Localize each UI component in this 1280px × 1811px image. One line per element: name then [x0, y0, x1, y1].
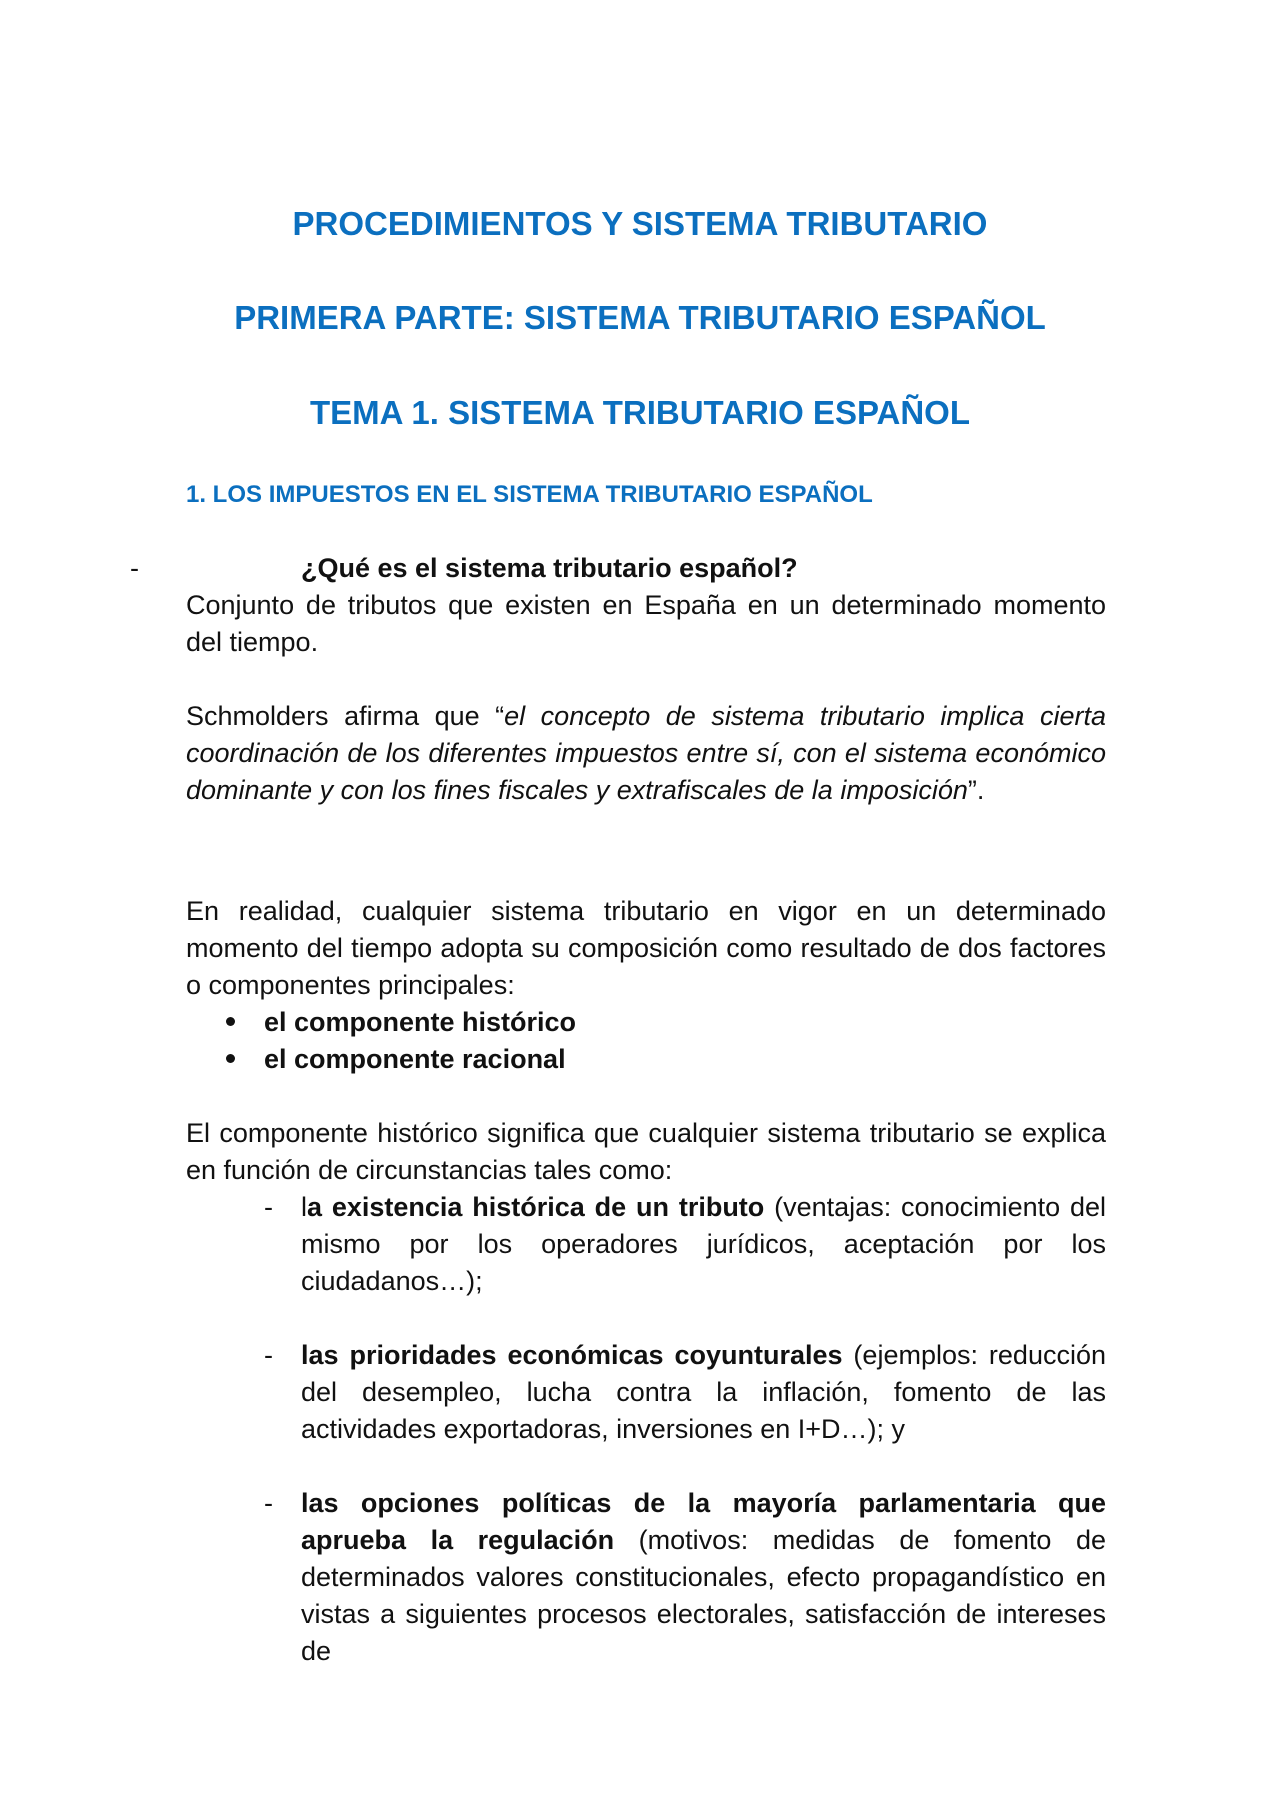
dash-marker: -: [264, 1192, 273, 1222]
circumstance-bold: las prioridades económicas coyunturales: [301, 1340, 843, 1370]
definition-paragraph: [186, 587, 1106, 661]
part-title: PRIMERA PARTE: SISTEMA TRIBUTARIO ESPAÑOL: [234, 299, 1046, 336]
quote-paragraph: [186, 698, 1106, 809]
list-item: [264, 1189, 1106, 1300]
circumstance-rest: (motivos: medidas de fomento de determinados valores constitucionales, efecto propagandístico en vistas a siguientes procesos electorales, satisfacción de intereses de: [301, 1525, 1107, 1666]
list-item: [186, 1041, 576, 1078]
dash-marker: -: [264, 1488, 273, 1518]
historic-intro-text: El componente histórico significa que cualquier sistema tributario se explica en función de circunstancias tales como:: [186, 1118, 1106, 1185]
component-label: el componente racional: [264, 1044, 566, 1074]
circumstance-bold: las opciones políticas de la mayoría parlamentaria que aprueba la regulación: [301, 1488, 1106, 1555]
circumstance-rest: (ejemplos: reducción del desempleo, lucha contra la inflación, fomento de las actividades exportadoras, inversiones en I+D…); y: [301, 1340, 1106, 1444]
definition-text: Conjunto de tributos que existen en España en un determinado momento del tiempo.: [186, 590, 1106, 657]
component-label: el componente histórico: [264, 1007, 577, 1037]
document-title: PROCEDIMIENTOS Y SISTEMA TRIBUTARIO: [292, 205, 988, 242]
tema-title: TEMA 1. SISTEMA TRIBUTARIO ESPAÑOL: [309, 394, 971, 431]
circumstance-text: [301, 1485, 1106, 1670]
question-dash: -: [130, 553, 139, 583]
circumstance-bold: a existencia histórica de un tributo: [307, 1192, 765, 1222]
quote-intro: Schmolders afirma que “: [186, 701, 505, 731]
section-heading: 1. LOS IMPUESTOS EN EL SISTEMA TRIBUTARIO ESPAÑOL: [186, 481, 873, 508]
list-item: [264, 1337, 1106, 1448]
circumstance-rest: (ventajas: conocimiento del mismo por los operadores jurídicos, aceptación por los ciudadanos…);: [301, 1192, 1106, 1296]
circumstance-prefix: l: [301, 1192, 307, 1222]
question-heading: ¿Qué es el sistema tributario español?: [301, 553, 798, 583]
dash-marker: -: [264, 1340, 273, 1370]
reality-text: En realidad, cualquier sistema tributario en vigor en un determinado momento del tiempo adopta su composición como resultado de dos factores o componentes principales:: [186, 896, 1106, 1000]
quote-end: ”.: [967, 775, 985, 805]
bullet-icon: [226, 1017, 235, 1026]
circumstance-text: [301, 1189, 1106, 1300]
list-item: [264, 1485, 1106, 1670]
circumstance-text: [301, 1337, 1106, 1448]
quote-body: el concepto de sistema tributario implica cierta coordinación de los diferentes impuestos entre sí, con el sistema económico dominante y con los fines fiscales y extrafiscales de la imposición: [186, 701, 1106, 805]
reality-paragraph: [186, 893, 1106, 1004]
bullet-icon: [226, 1054, 235, 1063]
historic-intro-paragraph: [186, 1115, 1106, 1189]
components-list: [186, 1004, 576, 1078]
quote-text: [186, 698, 1106, 809]
list-item: [186, 1004, 576, 1041]
